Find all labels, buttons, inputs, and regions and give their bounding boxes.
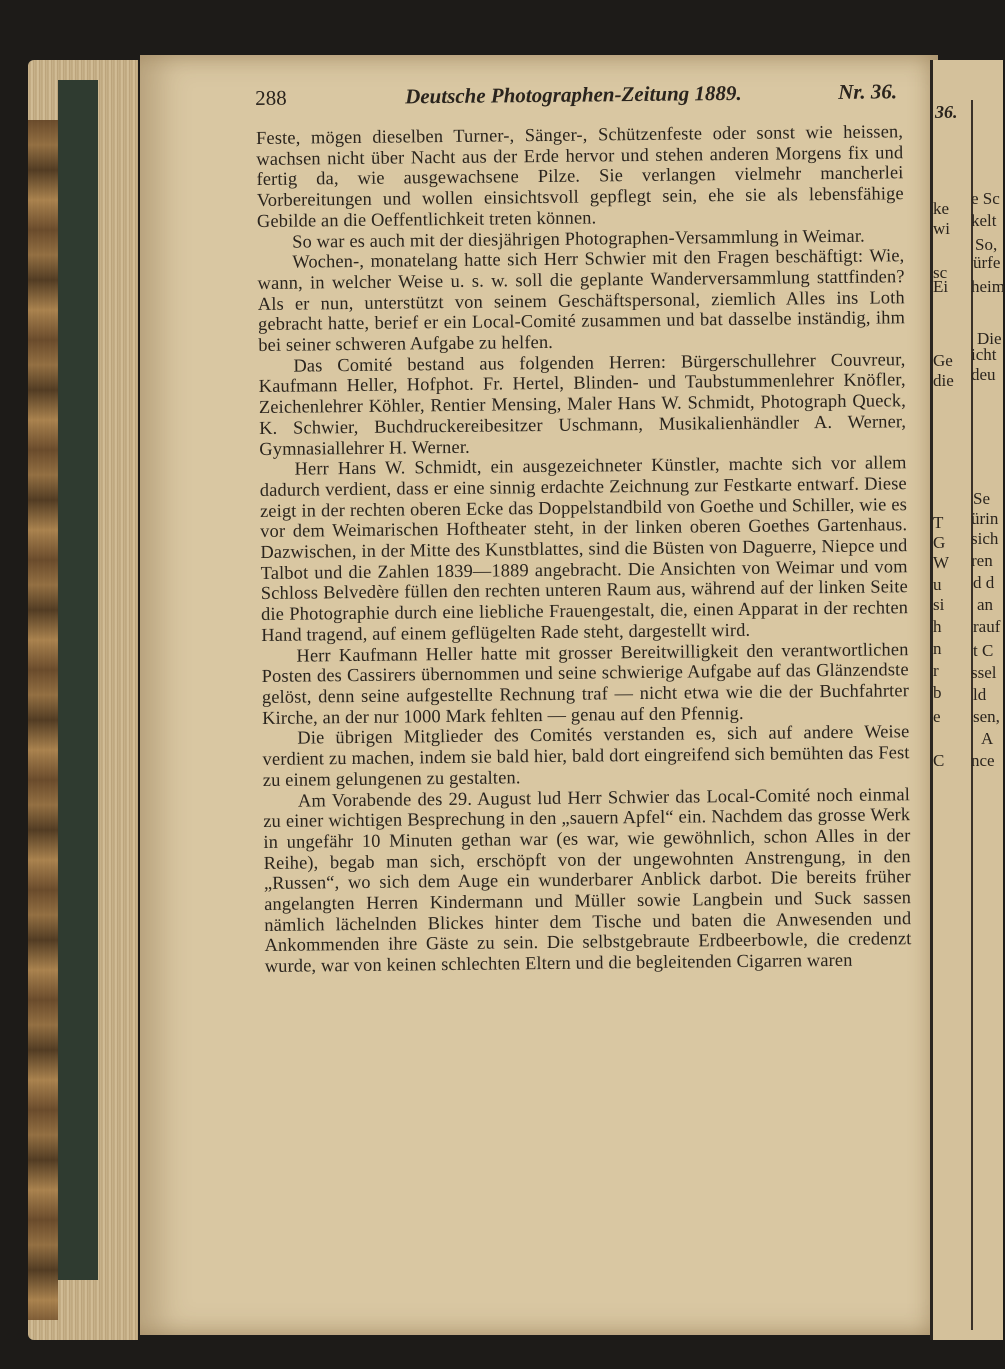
next-page-fragment-text: T xyxy=(933,513,944,532)
next-page-fragment-text: u xyxy=(933,575,942,594)
next-page-fragment-text: ürfe xyxy=(973,253,1001,272)
next-page-fragment-text: die xyxy=(933,371,954,390)
next-page-fragment-text: nce xyxy=(971,751,995,770)
next-page-fragment-text: e Sc xyxy=(971,189,1000,208)
next-page-fragment-text: deu xyxy=(971,365,996,384)
next-page-fragment-text: ren xyxy=(971,551,993,570)
next-page-fragment-text: C xyxy=(933,751,945,770)
paragraph: Feste, mögen dieselben Turner-, Sänger-, Schützenfeste oder sonst wie heissen, wachsen nicht über Nacht aus der Erde hervor und stehen anderen Morgens fix und fertig da, wie ausgewachsene Pilze. Sie verlangen vielmehr mancherlei Vorbereitungen und wollen einsichtsvoll gepflegt sein, ehe sie als lebensfähige Gebilde an die Oeffentlichkeit treten können. xyxy=(256,121,904,231)
next-page-fragment xyxy=(930,60,1003,1340)
book-cover-cloth xyxy=(58,80,98,1280)
next-page-fragment-text: t C xyxy=(973,641,994,660)
paragraph: Das Comité bestand aus folgenden Herren: Bürgerschullehrer Couvreur, Kaufmann Heller, Hofphot. Fr. Hertel, Blinden- und Taubstummenlehrer Knöfler, Zeichenlehrer Köhler, Rentier Mensing, Maler Hans W. Schmidt, Photograph Queck, K. Schwier, Buchdruckereibesitzer Uschmann, Musikalienhändler A. Werner, Gymnasiallehrer H. Werner. xyxy=(258,348,907,459)
paragraph: Herr Kaufmann Heller hatte mit grosser Bereitwilligkeit den verantwortlichen Posten des Cassirers übernommen und seine schwierige Aufgabe auf das Glänzendste gelöst, denn seine aufgestellte Rechnung traf — nicht etwa wie die der Buchfahrter Kirche, an der nur 1000 Mark fehlten — genau auf den Pfennig. xyxy=(261,638,910,728)
journal-title: Deutsche Photographen-Zeitung 1889. xyxy=(404,80,742,109)
next-page-fragment-text: e xyxy=(933,707,941,726)
paragraph: So war es auch mit der diesjährigen Photographen-Versammlung in Weimar. xyxy=(292,225,865,252)
next-page-fragment-text: ssel xyxy=(971,663,997,682)
next-page-fragment-text: sen, xyxy=(973,707,1000,726)
next-page-fragment-text: b xyxy=(933,683,942,702)
paragraph: Wochen-, monatelang hatte sich Herr Schwier mit den Fragen beschäftigt: Wie, wann, in welcher Weise u. s. w. soll die geplante Wanderversammlung stattfinden? Als er nun, unterstützt von seinem Geschäftspersonal, ziemlich Alles ins Loth gebracht hatte, berief er ein Local-Comité zusammen und bat dasselbe inständig, ihm bei seiner schweren Aufgabe zu helfen. xyxy=(257,245,906,356)
next-page-fragment-text: ld xyxy=(973,685,987,704)
next-page-fragment-text: n xyxy=(933,639,942,658)
next-page-fragment-text: Se xyxy=(973,489,990,508)
book-spine-marbling xyxy=(28,120,58,1320)
article-body xyxy=(256,121,912,977)
next-page-fragment-text: W xyxy=(933,553,950,572)
next-page-fragment-text: icht xyxy=(971,345,997,364)
paragraph: Die übrigen Mitglieder des Comités verstanden es, sich auf andere Weise verdient zu machen, indem sie bald hier, bald dort eingreifend sich bemühten das Fest zu einem gelungenen zu gestalten. xyxy=(262,721,910,790)
next-page-fragment-text: si xyxy=(933,595,945,614)
next-page-fragment-text: So, xyxy=(975,235,998,254)
next-page-fragment-text: G xyxy=(933,533,946,552)
next-page-fragment-text: an xyxy=(977,595,994,614)
paragraph: Am Vorabende des 29. August lud Herr Schwier das Local-Comité noch einmal zu einer wichtigen Besprechung in den „sauern Apfel“ ein. Nachdem das grosse Werk in ungefähr 10 Minuten gethan war (es war, wie gewöhnlich, schon Alles in der Reihe), begab man sich, erschöpft von der ungewohnten Anstrengung, in den „Russen“, wo sich dem Auge ein wunderbarer Anblick darbot. Die bereits früher angelangten Herren Kindermann und Müller sowie Langbein und Suck sassen nämlich lächelnden Blickes hinter dem Tische und baten die Anwesenden und Ankommenden ihre Gäste zu sein. Die selbstgebraute Erdbeerbowle, die credenzt wurde, war von keinen schlechten Eltern und die begleitenden Cigarren waren xyxy=(263,783,912,977)
next-page-fragment-text: Ei xyxy=(933,277,949,296)
next-page-fragment-text: sich xyxy=(971,529,999,548)
paragraph: Herr Hans W. Schmidt, ein ausgezeichneter Künstler, machte sich vor allem dadurch verdient, dass er eine sinnig erdachte Zeichnung zur Festkarte entwarf. Diese zeigt in der rechten oberen Ecke das Doppelstandbild von Goethe und Schiller, wie es vor dem Weimarischen Hoftheater steht, in der linken oberen Goethes Gartenhaus. Dazwischen, in der Mitte des Kunstblattes, sind die Büsten von Daguerre, Niepce und Talbot und die Zahlen 1839—1889 angebracht. Die Ansichten von Weimar und vom Schloss Belvedère füllen den rechten unteren Raum aus, während auf der linken Seite die Photographie durch eine liebliche Frauengestalt, die, einen Apparat in der rechten Hand tragend, auf einem geflügelten Rade steht, dargestellt wird. xyxy=(259,452,909,645)
next-page-fragment-text: wi xyxy=(933,219,950,238)
next-page-fragment-text: r xyxy=(933,661,939,680)
page-number: 288 xyxy=(255,85,287,110)
next-page-fragment-text: heim xyxy=(971,277,1005,296)
next-page-fragment-text: A xyxy=(981,729,994,748)
next-page-fragment-text: ke xyxy=(933,199,950,218)
next-page-issue-ref: 36. xyxy=(935,102,958,122)
next-page-fragment-text: Die xyxy=(977,329,1002,348)
next-page-fragment-text: sc xyxy=(933,263,948,282)
next-page-fragment-text: kelt xyxy=(971,211,997,230)
next-page-fragment-text: ürin xyxy=(971,509,999,528)
next-page-fragment-text: d d xyxy=(973,573,995,592)
next-page-fragment-text: Ge xyxy=(933,351,953,370)
next-page-fragment-text: rauf xyxy=(973,617,1001,636)
next-page-fragment-text: h xyxy=(933,617,942,636)
issue-number: Nr. 36. xyxy=(838,79,898,104)
